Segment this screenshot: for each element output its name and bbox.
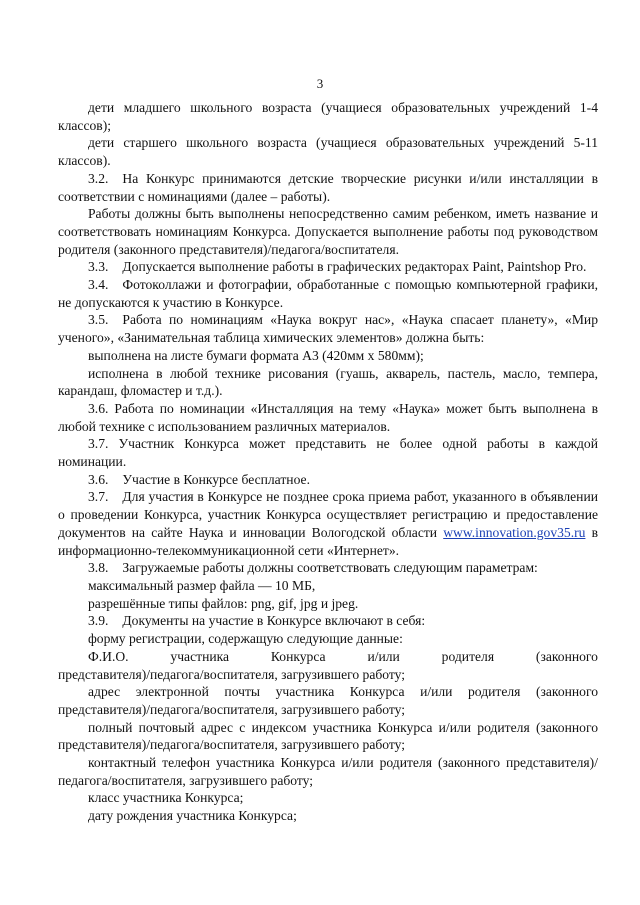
website-link[interactable]: www.innovation.gov35.ru: [443, 524, 586, 540]
paragraph: форму регистрации, содержащую следующие данные:: [88, 631, 403, 647]
word: участника: [170, 648, 230, 664]
paragraph: разрешённые типы файлов: png, gif, jpg и jpeg.: [88, 595, 359, 611]
page-number: 3: [316, 76, 324, 91]
clause-3-2: [58, 170, 598, 205]
clause-text: Работа по номинациям «Наука вокруг нас», «Наука спасает планету», «Мир ученого», «Занимательная таблица химических элементов» должна быть:: [58, 312, 598, 346]
word: и/или: [367, 648, 400, 664]
paragraph: 3.6. Работа по номинации «Инсталляция на тему «Наука» может быть выполнена в любой технике с использованием различных материалов.: [58, 400, 598, 434]
paragraph: представителя)/педагога/воспитателя, загрузившего работу;: [58, 666, 406, 682]
clause-text: На Конкурс принимаются детские творческие рисунки и/или инсталляции в соответствии с номинациями (далее – работы).: [58, 170, 598, 204]
paragraph: выполнена на листе бумаги формата А3 (420мм х 580мм);: [88, 347, 424, 363]
word: Конкурса: [270, 648, 326, 664]
clause-number: 3.9.: [88, 613, 109, 629]
paragraph: исполнена в любой технике рисования (гуашь, акварель, пастель, масло, темпера, карандаш, фломастер и т.д.).: [58, 365, 598, 399]
word: родителя: [441, 648, 495, 664]
word: Ф.И.О.: [88, 648, 129, 664]
clause-number: 3.2.: [88, 170, 109, 186]
clause-text: Допускается выполнение работы в графических редакторах Paint, Paintshop Pro.: [122, 259, 587, 275]
paragraph: класс участника Конкурса;: [88, 790, 244, 806]
paragraph: максимальный размер файла — 10 МБ,: [88, 577, 316, 593]
clause-3-4: [58, 276, 598, 311]
paragraph: контактный телефон участника Конкурса и/или родителя (законного представителя)/педагога/воспитателя, загрузившего работу;: [58, 755, 598, 788]
clause-number: 3.4.: [88, 277, 109, 293]
clause-number: 3.6.: [88, 471, 109, 487]
clause-3-5: [58, 311, 598, 346]
clause-text: Загружаемые работы должны соответствовать следующим параметрам:: [122, 560, 538, 576]
clause-3-7: [58, 488, 598, 559]
clause-3-9: [58, 612, 598, 630]
document-body: [58, 99, 598, 825]
paragraph: дети младшего школьного возраста (учащиеся образовательных учреждений 1-4 классов);: [58, 100, 598, 133]
paragraph: адрес электронной почты участника Конкурса и/или родителя (законного представителя)/педагога/воспитателя, загрузившего работу;: [58, 684, 598, 717]
paragraph: 3.7. Участник Конкурса может представить не более одной работы в каждой номинации.: [58, 436, 598, 470]
clause-text: Документы на участие в Конкурсе включают в себя:: [122, 613, 426, 629]
paragraph: Работы должны быть выполнены непосредственно самим ребенком, иметь название и соответствовать номинациям Конкурса. Допускается выполнение работы под руководством родителя (законного представителя)/педагога/воспитателя.: [58, 206, 598, 257]
clause-text: в информационно-телекоммуникационной сети «Интернет».: [58, 524, 598, 558]
clause-number: 3.3.: [88, 259, 109, 275]
clause-number: 3.5.: [88, 312, 109, 328]
paragraph: дату рождения участника Конкурса;: [88, 808, 297, 824]
clause-number: 3.8.: [88, 560, 109, 576]
clause-3-3: [58, 258, 598, 276]
paragraph: полный почтовый адрес с индексом участника Конкурса и/или родителя (законного представителя)/педагога/воспитателя, загрузившего работу;: [58, 719, 598, 753]
word: (законного: [535, 648, 598, 664]
clause-3-8: [58, 559, 598, 577]
clause-number: 3.7.: [88, 489, 109, 505]
clause-text: Фотоколлажи и фотографии, обработанные с помощью компьютерной графики, не допускаются к участию в Конкурсе.: [58, 277, 598, 310]
clause-text: Для участия в Конкурсе не позднее срока приема работ, указанного в объявлении о проведении Конкурса, участник Конкурса осуществляет регистрацию и предоставление документов на сайте Наука и инновации Вологодской области: [58, 489, 598, 540]
paragraph: дети старшего школьного возраста (учащиеся образовательных учреждений 5-11 классов).: [58, 135, 598, 169]
clause-text: Участие в Конкурсе бесплатное.: [122, 471, 310, 487]
clause-3-6: [58, 471, 598, 489]
fio-line: [58, 648, 598, 666]
